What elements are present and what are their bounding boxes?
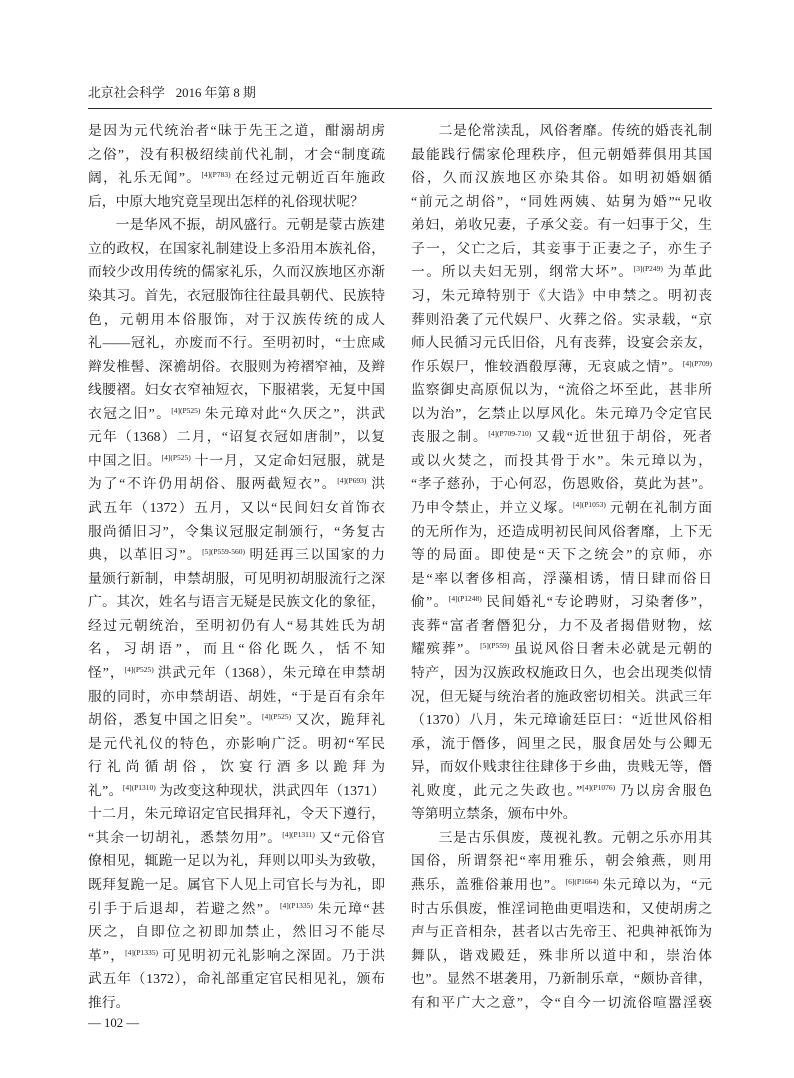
line-text: 俗，久而汉族地区亦染其俗。如明初婚姻循 (411, 170, 712, 186)
citation-marker: [5](P559) (480, 641, 510, 651)
text-line (88, 661, 385, 685)
text-line (88, 897, 385, 921)
line-text: 朱元璋以为，“元 (601, 877, 713, 892)
text-line (88, 308, 385, 332)
citation-marker: [4](P525) (262, 712, 292, 722)
text-line (88, 331, 385, 355)
line-text: 民间婚礼“专论聘财，习染奢侈”， (484, 594, 713, 610)
line-text: 礼败度，此元之失政也。” (411, 782, 583, 798)
citation-marker: [4](P709-710) (488, 429, 532, 439)
line-text: 又“元俗官 (317, 829, 386, 845)
citation-marker: [5](P559-560) (202, 547, 246, 557)
line-text: 厌之，自即位之初即加禁止，然旧习不能尽 (88, 924, 385, 940)
text-line (88, 708, 385, 732)
text-line (411, 708, 712, 732)
text-line (88, 732, 385, 756)
line-text: （1370）八月，朱元璋谕廷臣曰：“近世风俗相 (411, 712, 712, 728)
text-line (411, 213, 712, 237)
line-text: 而较少改用传统的儒家礼乐，久而汉族地区亦渐 (88, 264, 385, 280)
citation-marker: [4](P1248) (448, 594, 482, 604)
line-text: 乃申令禁止，并立义塚。 (411, 500, 573, 515)
text-line (411, 496, 712, 520)
text-line (88, 355, 385, 379)
line-text: 阔，礼乐无闻”。 (88, 170, 202, 186)
text-line (411, 755, 712, 779)
citation-marker: [4](P709) (682, 358, 712, 368)
text-line (88, 520, 385, 544)
line-text: 辫发椎髻、深襜胡俗。衣服则为袴褶窄袖，及辫 (88, 358, 385, 374)
line-text: 燕乐，盖雅俗兼用也”。 (411, 877, 566, 892)
citation-marker: [4](P783) (201, 170, 231, 180)
line-text: 行礼尚循胡俗，饮宴行酒多以跪拜为 (88, 759, 385, 775)
left-column (88, 119, 385, 1014)
line-text: 广。其次，姓名与语言无疑是民族文化的象征， (88, 594, 385, 610)
line-text: 又载“近世狃于胡俗，死者 (534, 429, 712, 445)
line-text: 武五年（1372）五月，又以“民间妇女首饰衣 (88, 500, 385, 515)
line-text: 朱元璋对此“久厌之”，洪武 (203, 405, 386, 421)
line-text: 既拜复跪一足。属官下人见上司官长与为礼，即 (88, 877, 385, 892)
text-line (88, 685, 385, 709)
line-text: 可见明初元礼影响之深固。乃于洪 (161, 947, 386, 963)
line-text: 明廷再三以国家的力 (248, 547, 386, 563)
line-text: 后，中原大地究竟呈现出怎样的礼俗现状呢？ (88, 193, 364, 209)
text-line (88, 944, 385, 968)
text-line (411, 237, 712, 261)
header-rule (88, 108, 712, 109)
line-text: 推行。 (88, 994, 130, 1010)
paragraph (411, 826, 712, 1015)
line-text: 为革此 (665, 264, 713, 280)
line-text: 况，但无疑与统治者的施政密切相关。洪武三年 (411, 688, 712, 704)
line-text: 是元代礼仪的特色，亦影响广泛。明初“军民 (88, 735, 385, 751)
line-text: 色，元朝用本俗服饰，对于汉族传统的成人 (88, 311, 385, 327)
line-text: 三是古乐俱废，蔑视礼教。元朝之乐亦用其 (438, 829, 712, 845)
citation-marker: [4](P525) (161, 452, 191, 462)
text-line (411, 308, 712, 332)
line-text: 师人民循习元氏旧俗，凡有丧葬，设宴会亲友， (411, 335, 712, 351)
text-line (411, 779, 712, 803)
line-text: 是“率以奢侈相高，浮藻相诱，情日肆而俗日 (411, 570, 712, 586)
line-text: 等第明立禁条，颁布中外。 (411, 806, 577, 822)
line-text: 偷”。 (411, 594, 449, 610)
text-line (88, 472, 385, 496)
text-line (88, 402, 385, 426)
citation-marker: [4](P1335) (279, 900, 313, 910)
line-text: 丧葬“富者奢僭犯分，力不及者揭借财物，炫 (411, 617, 712, 633)
text-line (88, 496, 385, 520)
text-line (88, 826, 385, 850)
line-text: 虽说风俗日奢未必就是元朝的 (512, 641, 713, 657)
text-line (88, 449, 385, 473)
line-text: 最能践行儒家伦理秩序，但元朝婚葬俱用其国 (411, 146, 712, 162)
line-text: 线腰褶。妇女衣窄袖短衣，下服裙裳，无复中国 (88, 382, 385, 398)
line-text: 作乐娱尸，惟较酒殽厚薄，无哀戚之情”。 (411, 358, 683, 374)
line-text: 舞队，谐戏殿廷，殊非所以道中和，崇治体 (411, 947, 712, 963)
text-line (88, 920, 385, 944)
paragraph (88, 213, 385, 1014)
line-text: 服尚循旧习”，令集议冠服定制颁行，“务复古 (88, 523, 385, 539)
line-text: 耀殡葬”。 (411, 641, 481, 657)
text-line (411, 567, 712, 591)
text-line (411, 472, 712, 496)
text-line (88, 991, 385, 1015)
citation-marker: [6](P1664) (565, 877, 599, 886)
text-line (411, 119, 712, 143)
text-line (88, 779, 385, 803)
line-text: 怪”， (88, 664, 125, 680)
text-line (411, 991, 712, 1015)
text-line (411, 402, 712, 426)
text-line (88, 213, 385, 237)
line-text: 二是伦常渎乱，风俗奢靡。传统的婚丧礼制 (438, 123, 712, 138)
text-line (88, 425, 385, 449)
text-line (88, 543, 385, 567)
text-line (411, 590, 712, 614)
line-text: 朱元璋“甚 (315, 900, 386, 916)
text-line (411, 661, 712, 685)
line-text: 一是华风不振，胡风盛行。元朝是蒙古族建 (115, 217, 385, 233)
paragraph (411, 119, 712, 826)
text-line (88, 614, 385, 638)
text-line (411, 331, 712, 355)
text-line (88, 119, 385, 143)
line-text: 或以火焚之，而投其骨于水”。朱元璋以为， (411, 452, 712, 468)
line-text: 特产，因为汉族政权施政日久，也会出现类似情 (411, 664, 712, 680)
text-line (88, 143, 385, 167)
text-line (411, 873, 712, 897)
line-text: 中国之旧。 (88, 452, 162, 468)
line-text: 僚相见，辄跪一足以为礼，拜则以叩头为致敬， (88, 853, 385, 869)
citation-marker: [4](P1053) (573, 500, 606, 509)
citation-marker: [3](P249) (633, 264, 663, 274)
text-line (88, 190, 385, 214)
text-line (411, 543, 712, 567)
text-line (88, 237, 385, 261)
text-line (88, 260, 385, 284)
citation-marker: [4](P1311) (282, 829, 315, 839)
text-line (411, 143, 712, 167)
line-text: 洪 (369, 476, 386, 492)
text-line (411, 732, 712, 756)
text-line (411, 802, 712, 826)
line-text: 衣冠之旧”。 (88, 405, 172, 421)
issue-label: 2016 年第 8 期 (175, 86, 256, 100)
text-line (88, 590, 385, 614)
text-line (88, 849, 385, 873)
text-line (411, 355, 712, 379)
line-text: 洪武元年（1368），朱元璋在申禁胡 (156, 664, 385, 680)
line-text: 量颁行新制，申禁胡服，可见明初胡服流行之深 (88, 570, 385, 586)
text-line (411, 284, 712, 308)
line-text: 礼”。 (88, 782, 123, 798)
line-text: “孝子慈孙，于心何忍，伤恩败俗，莫此为甚”。 (411, 476, 712, 492)
line-text: 是因为元代统治者“昧于先王之道，酣溺胡虏 (88, 123, 385, 138)
citation-marker: [4](P1335) (125, 947, 159, 957)
line-text: 为改变这种现状，洪武四年（1371） (158, 782, 386, 798)
line-text: 引手于后退却，若避之然”。 (88, 900, 280, 916)
journal-name: 北京社会科学 (88, 86, 165, 100)
line-text: 的无所作为，还造成明初民间风俗奢靡，上下无 (411, 523, 712, 539)
text-line (411, 378, 712, 402)
line-text: 子一，父亡之后，其妾事于正妻之子，亦生子 (411, 240, 712, 256)
line-text: 元朝在礼制方面 (608, 500, 713, 515)
citation-marker: [4](P525) (171, 405, 201, 415)
line-text: “前元之胡俗”，“同姓两姨、姑舅为婚”“兄收 (411, 193, 712, 209)
text-line (88, 567, 385, 591)
text-line (88, 284, 385, 308)
line-text: 承，流于僭侈，闾里之民，服食居处与公卿无 (411, 735, 712, 751)
line-text: 服的同时，亦申禁胡语、胡姓，“于是百有余年 (88, 688, 385, 704)
text-line (411, 897, 712, 921)
text-line (411, 614, 712, 638)
text-line (411, 520, 712, 544)
line-text: 有和平广大之意”，令“自今一切流俗喧嚣淫亵 (411, 994, 712, 1010)
text-line (88, 166, 385, 190)
line-text: 名，习胡语”，而且“俗化既久，恬不知 (88, 641, 385, 657)
text-line (88, 755, 385, 779)
line-text: 胡俗，悉复中国之旧矣”。 (88, 712, 262, 728)
line-text: 之俗”，没有积极绍续前代礼制，才会“制度疏 (88, 146, 385, 162)
line-text: 立的政权，在国家礼制建设上多沿用本族礼俗， (88, 240, 385, 256)
text-line (88, 967, 385, 991)
line-text: 乃以房舍服色 (618, 782, 712, 798)
text-line (88, 637, 385, 661)
line-text: 丧服之制。 (411, 429, 489, 445)
line-text: 十一月，又定命妇冠服，就是 (193, 452, 386, 468)
paragraph (88, 119, 385, 213)
text-line (88, 873, 385, 897)
citation-marker: [4](P693) (337, 476, 367, 486)
line-text: “其余一切胡礼，悉禁勿用”。 (88, 829, 283, 845)
line-text: 礼——冠礼，亦废而不行。至明初时，“士庶咸 (88, 335, 385, 351)
text-line (411, 166, 712, 190)
right-column (411, 119, 712, 1014)
citation-marker: [4](P1076) (582, 782, 616, 792)
line-text: 武五年（1372），命礼部重定官民相见礼，颁布 (88, 971, 385, 987)
citation-marker: [4](P1310) (122, 782, 156, 792)
line-text: 也”。显然不堪袭用，乃新制乐章，“颇协音律， (411, 971, 712, 987)
text-line (411, 260, 712, 284)
text-line (411, 944, 712, 968)
line-text: 以为治”，乞禁止以厚风化。朱元璋乃令定官民 (411, 405, 712, 421)
line-text: 革”， (88, 947, 126, 963)
text-line (411, 685, 712, 709)
line-text: 典，以革旧习”。 (88, 547, 203, 563)
text-line (411, 637, 712, 661)
line-text: 异，而奴仆贱隶往往肆侈于乡曲，贵贱无等，僭 (411, 759, 712, 775)
line-text: 时古乐俱废，惟淫词艳曲更唱迭和，又使胡虏之 (411, 900, 712, 916)
running-header (88, 84, 256, 102)
text-line (88, 802, 385, 826)
line-text: 国俗，所谓祭祀“率用雅乐，朝会飨燕，则用 (411, 853, 712, 869)
line-text: 为了“不许仍用胡俗、服两截短衣”。 (88, 476, 338, 492)
line-text: 在经过元朝近百年施政 (233, 170, 385, 186)
line-text: 十二月，朱元璋诏定官民揖拜礼，令天下遵行， (88, 806, 385, 822)
line-text: 元年（1368）二月，“诏复衣冠如唐制”，以复 (88, 429, 385, 445)
text-line (411, 449, 712, 473)
citation-marker: [4](P525) (124, 664, 154, 674)
line-text: 监察御史高原侃以为，“流俗之坏至此，甚非所 (411, 382, 712, 398)
line-text: 一。所以夫妇无别，纲常大坏”。 (411, 264, 634, 280)
text-line (411, 920, 712, 944)
line-text: 声与正音相杂，甚者以古先帝王、祀典神祇饰为 (411, 924, 712, 940)
line-text: 又次，跪拜礼 (294, 712, 386, 728)
line-text: 经过元朝统治，至明初仍有人“易其姓氏为胡 (88, 617, 385, 633)
line-text: 染其习。首先，衣冠服饰往往最具朝代、民族特 (88, 287, 385, 303)
page-number: — 102 — (88, 1016, 140, 1030)
text-line (411, 967, 712, 991)
text-line (411, 425, 712, 449)
text-line (411, 826, 712, 850)
line-text: 习，朱元璋特别于《大诰》中申禁之。明初丧 (411, 287, 712, 303)
text-line (88, 378, 385, 402)
text-line (411, 190, 712, 214)
line-text: 弟妇，弟收兄妻，子承父妾。有一妇事于父，生 (411, 217, 712, 233)
line-text: 葬则沿袭了元代娱尸、火葬之俗。实录载，“京 (411, 311, 712, 327)
text-line (411, 849, 712, 873)
line-text: 等的局面。即使是“天下之统会”的京师，亦 (411, 547, 712, 563)
